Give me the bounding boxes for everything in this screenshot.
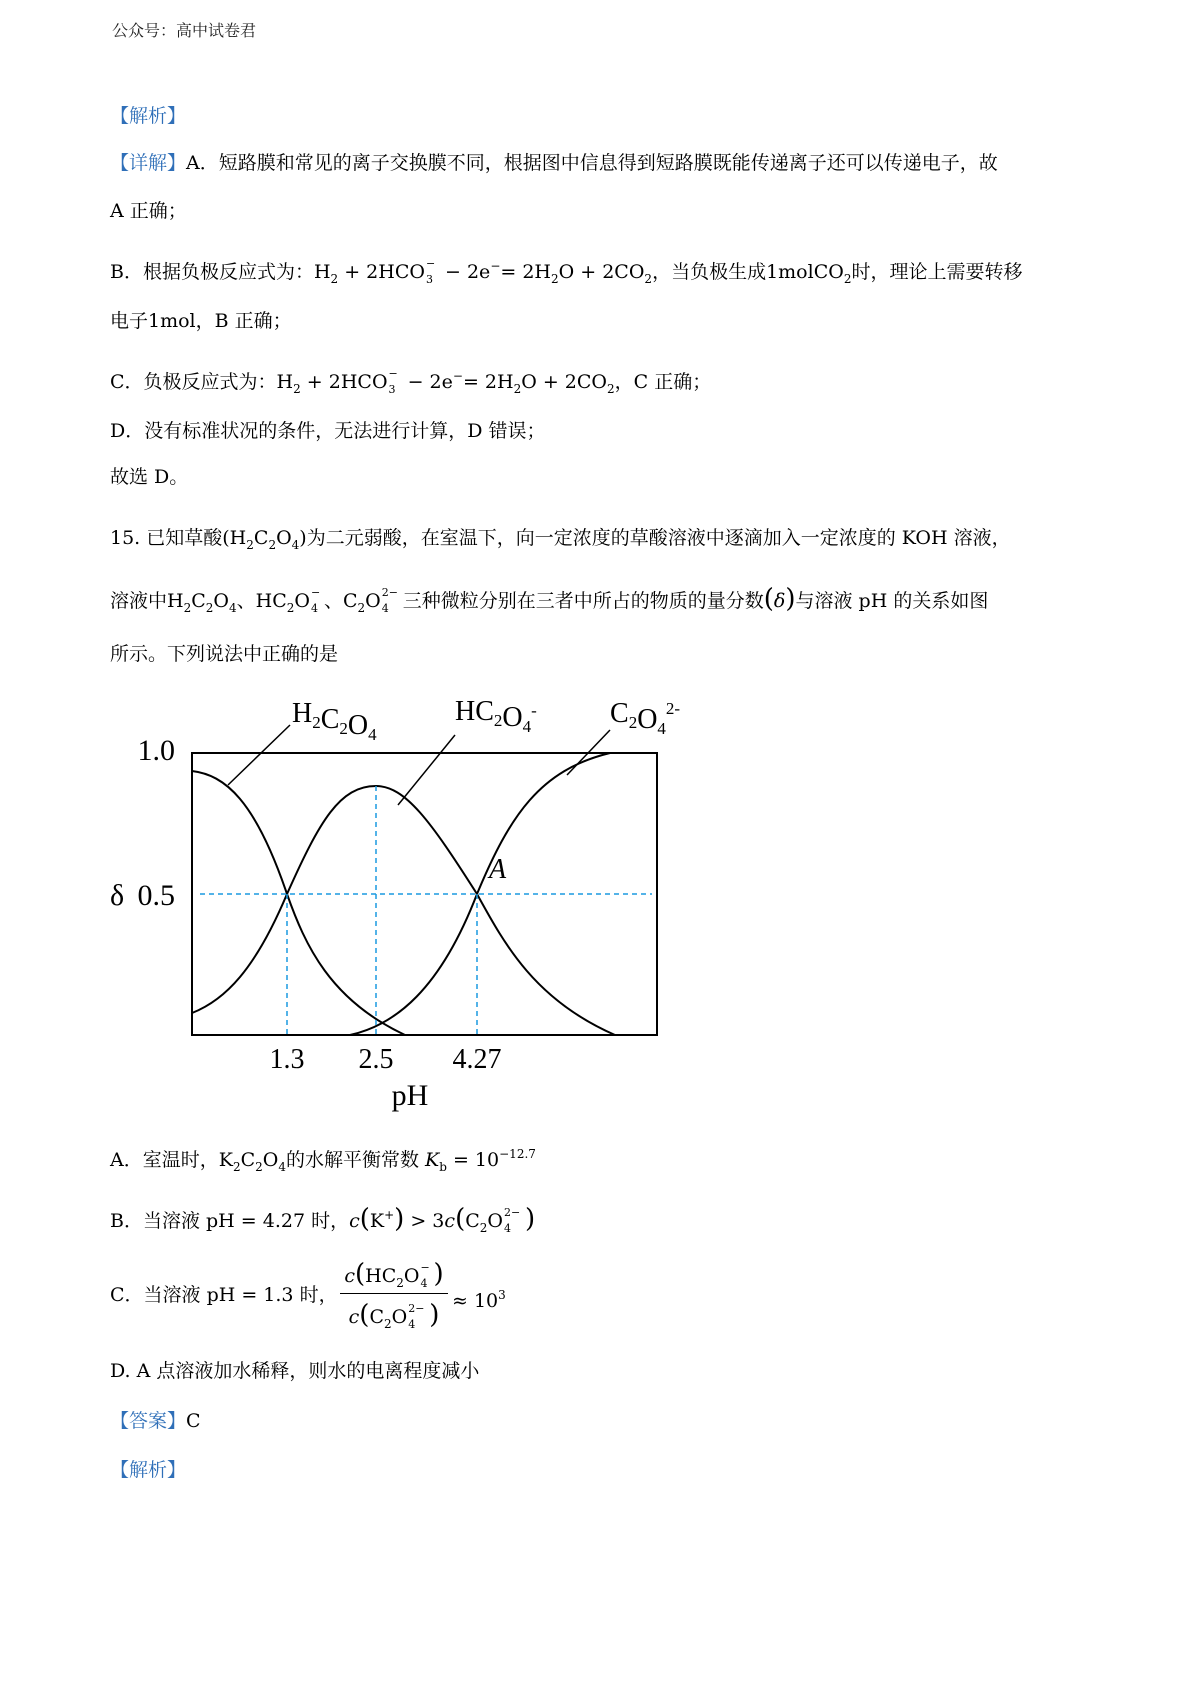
option-c bbox=[110, 1283, 338, 1307]
answer-line bbox=[110, 1409, 201, 1433]
detail-option-c bbox=[110, 364, 711, 401]
option-a bbox=[110, 1142, 536, 1179]
y-tick-label-1: 1.0 bbox=[137, 734, 175, 767]
detail-option-d: D．没有标准状况的条件，无法进行计算，D 错误； bbox=[110, 420, 546, 442]
curve-h2c2o4 bbox=[192, 771, 405, 1035]
point-a-label: A bbox=[489, 854, 507, 885]
fraction-denominator: $c(C_2O$ 2− 4 ) bbox=[348, 1300, 440, 1331]
q-line2-c: 与溶液 pH 的关系如图 bbox=[795, 590, 989, 612]
chart-frame bbox=[192, 753, 657, 1035]
y-tick-label-0.5: 0.5 bbox=[137, 879, 175, 912]
option-b-prefix: B．当溶液 pH = 4.27 时， bbox=[110, 1210, 350, 1232]
detail-tag: 【详解】 bbox=[110, 152, 187, 174]
option-a-value: $K_b = 10^{-12.7}$ bbox=[425, 1147, 536, 1174]
option-c-fraction bbox=[340, 1257, 448, 1332]
option-a-prefix: A．室温时， bbox=[110, 1149, 219, 1171]
fraction-bar bbox=[340, 1293, 448, 1294]
q-species: $H_2C_2O_4$、$HC_2O$ − 4 、$C_2O$ 2− 4 bbox=[167, 586, 398, 615]
q-line1-b: )为二元弱酸，在室温下，向一定浓度的草酸溶液中逐滴加入一定浓度的 KOH 溶液， bbox=[299, 527, 1011, 549]
y-axis-label: δ bbox=[110, 879, 125, 912]
analysis-tag: 【解析】 bbox=[110, 105, 187, 127]
detail-option-b-line1 bbox=[110, 254, 1022, 291]
option-d: D. A 点溶液加水稀释，则水的电离程度减小 bbox=[110, 1360, 480, 1382]
option-c-value: ≈ $10^3$ bbox=[452, 1288, 506, 1312]
q-oxalic-formula: $H_2C_2O_4$ bbox=[229, 527, 300, 552]
series-label-c2o4: $C_2O_4^{2-}$ bbox=[610, 698, 681, 738]
q-line2-b: 三种微粒分别在三者中所占的物质的量分数 bbox=[402, 590, 764, 612]
series-label-hc2o4: $HC_2O_4^-$ bbox=[455, 696, 537, 736]
c-suffix: ，C 正确； bbox=[614, 371, 712, 393]
fraction-numerator: $c(HC_2O$ − 4 ) bbox=[344, 1259, 444, 1290]
option-a-mid: 的水解平衡常数 bbox=[285, 1149, 419, 1171]
conclusion: 故选 D。 bbox=[110, 466, 189, 488]
detail-option-b-line2: 电子1mol，B 正确； bbox=[110, 310, 292, 332]
question-line-3: 所示。下列说法中正确的是 bbox=[110, 643, 339, 665]
c-equation: $H_2 + 2HCO$ − 3 − $2e^-= 2H_2O + 2CO_2$ bbox=[276, 367, 615, 396]
b-mid: ，当负极生成 bbox=[652, 261, 767, 283]
answer-value: C bbox=[186, 1410, 201, 1432]
q-delta: (δ) bbox=[763, 584, 796, 614]
q-line2-a: 溶液中 bbox=[110, 590, 168, 612]
b-prefix: B．根据负极反应式为： bbox=[110, 261, 314, 283]
answer-tag: 【答案】 bbox=[110, 1410, 187, 1432]
detail-a-text: A．短路膜和常见的离子交换膜不同，根据图中信息得到短路膜既能传递离子还可以传递电子，故 bbox=[186, 152, 998, 174]
leader-hc2o4 bbox=[398, 735, 455, 805]
detail-option-a-line1 bbox=[110, 151, 998, 175]
option-b bbox=[110, 1203, 535, 1240]
b-mol: 1molCO$_2$ bbox=[766, 261, 852, 286]
leader-c2o4 bbox=[567, 730, 610, 775]
x-axis-label: pH bbox=[391, 1079, 429, 1112]
detail-option-a-line2: A 正确； bbox=[110, 200, 187, 222]
leader-h2c2o4 bbox=[228, 725, 290, 785]
option-c-prefix: C．当溶液 pH = 1.3 时， bbox=[110, 1284, 338, 1306]
b-suffix: 时，理论上需要转移 bbox=[851, 261, 1023, 283]
curve-hc2o4 bbox=[192, 786, 615, 1035]
option-b-relation: $c(K^+) > 3c(C_2O$ 2− 4 ) bbox=[349, 1204, 536, 1235]
x-tick-label-4.27: 4.27 bbox=[452, 1044, 502, 1075]
question-line-1 bbox=[110, 526, 1011, 557]
b-equation: $H_2 + 2HCO$ − 3 − $2e^-= 2H_2O + 2CO_2$ bbox=[313, 257, 653, 286]
analysis-tag-2: 【解析】 bbox=[110, 1459, 187, 1481]
x-tick-label-1.3: 1.3 bbox=[269, 1044, 305, 1075]
series-label-h2c2o4: $H_2C_2O_4$ bbox=[292, 698, 377, 744]
c-prefix: C．负极反应式为： bbox=[110, 371, 277, 393]
option-a-formula: $K_2C_2O_4$ bbox=[218, 1149, 286, 1174]
page-header: 公众号：高中试卷君 bbox=[112, 21, 257, 40]
curve-c2o4 bbox=[350, 753, 610, 1035]
x-tick-label-2.5: 2.5 bbox=[358, 1044, 394, 1075]
q-line1-a: 15. 已知草酸( bbox=[110, 527, 230, 549]
question-line-2 bbox=[110, 584, 989, 620]
